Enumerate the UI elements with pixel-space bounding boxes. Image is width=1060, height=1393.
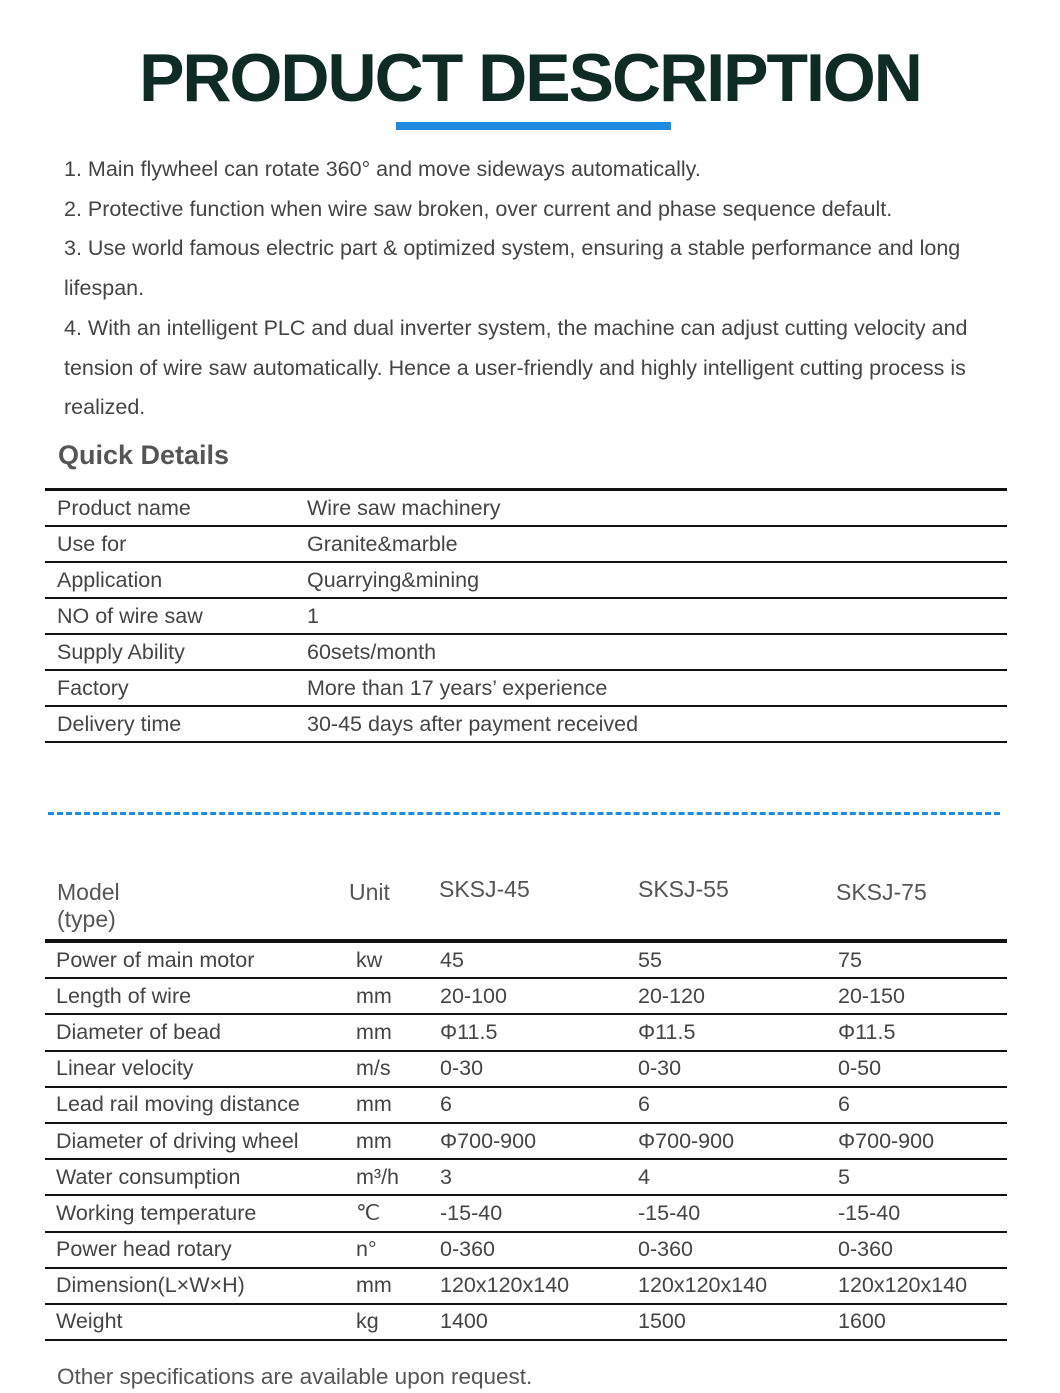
detail-value: More than 17 years’ experience: [295, 670, 1007, 706]
description-item-4: 4. With an intelligent PLC and dual inverter system, the machine can adjust cutting velocity and tension of wire saw automatically. Hence a user-friendly and highly intelligent cutting process is realized.: [64, 315, 968, 420]
table-row: [45, 1304, 1007, 1340]
detail-value: 30-45 days after payment received: [295, 706, 1007, 742]
spec-parameter: Weight: [45, 1304, 350, 1340]
header-model-line2: (type): [57, 906, 116, 932]
spec-table-header: [45, 873, 1007, 943]
spec-parameter: Water consumption: [45, 1159, 350, 1195]
spec-table: [45, 943, 1007, 1341]
table-row: [45, 978, 1007, 1014]
description-item-3: 3. Use world famous electric part & optimized system, ensuring a stable performance and long lifespan.: [64, 236, 961, 301]
spec-unit: kg: [350, 1304, 440, 1340]
spec-value-sksj75: 5: [838, 1159, 1007, 1195]
spec-parameter: Dimension(L×W×H): [45, 1268, 350, 1304]
detail-key: Supply Ability: [45, 634, 295, 670]
table-row: [45, 1123, 1007, 1159]
spec-value-sksj45: -15-40: [440, 1195, 638, 1231]
spec-parameter: Power of main motor: [45, 943, 350, 978]
spec-value-sksj75: 120x120x140: [838, 1268, 1007, 1304]
spec-value-sksj55: -15-40: [638, 1195, 838, 1231]
title-underline: [396, 122, 671, 130]
table-row: [45, 1051, 1007, 1087]
detail-value: 60sets/month: [295, 634, 1007, 670]
spec-unit: m/s: [350, 1051, 440, 1087]
header-model-line1: Model: [57, 879, 120, 905]
dashed-divider: [48, 812, 1000, 815]
spec-parameter: Power head rotary: [45, 1232, 350, 1268]
spec-unit: m³/h: [350, 1159, 440, 1195]
header-model-3: SKSJ-75: [836, 879, 927, 905]
spec-unit: mm: [350, 978, 440, 1014]
table-row: [45, 943, 1007, 978]
spec-value-sksj45: 6: [440, 1087, 638, 1123]
spec-value-sksj75: 75: [838, 943, 1007, 978]
spec-value-sksj55: 55: [638, 943, 838, 978]
page-title: PRODUCT DESCRIPTION: [139, 40, 921, 116]
description-item-1: 1. Main flywheel can rotate 360° and move sideways automatically.: [64, 157, 701, 181]
detail-key: Use for: [45, 526, 295, 562]
spec-value-sksj45: 120x120x140: [440, 1268, 638, 1304]
description-item-2: 2. Protective function when wire saw broken, over current and phase sequence default.: [64, 196, 893, 221]
spec-unit: mm: [350, 1087, 440, 1123]
table-row: [45, 1014, 1007, 1050]
header-unit: Unit: [349, 879, 390, 905]
footer-note: Other specifications are available upon request.: [57, 1364, 533, 1389]
table-row: [45, 562, 1007, 598]
table-row: [45, 1268, 1007, 1304]
spec-value-sksj45: 0-30: [440, 1051, 638, 1087]
quick-details-table: [45, 488, 1007, 743]
spec-unit: mm: [350, 1123, 440, 1159]
table-row: [45, 1087, 1007, 1123]
spec-value-sksj45: 20-100: [440, 978, 638, 1014]
spec-value-sksj55: 4: [638, 1159, 838, 1195]
spec-value-sksj75: 20-150: [838, 978, 1007, 1014]
table-row: [45, 670, 1007, 706]
spec-unit: ℃: [350, 1195, 440, 1231]
spec-value-sksj45: 3: [440, 1159, 638, 1195]
spec-value-sksj55: 0-30: [638, 1051, 838, 1087]
quick-details-heading: Quick Details: [58, 440, 230, 470]
spec-value-sksj75: Φ11.5: [838, 1014, 1007, 1050]
spec-value-sksj75: 1600: [838, 1304, 1007, 1340]
detail-value: Granite&marble: [295, 526, 1007, 562]
spec-parameter: Lead rail moving distance: [45, 1087, 350, 1123]
spec-value-sksj75: 0-50: [838, 1051, 1007, 1087]
spec-value-sksj55: 1500: [638, 1304, 838, 1340]
header-model-1: SKSJ-45: [439, 876, 530, 902]
detail-key: Delivery time: [45, 706, 295, 742]
spec-value-sksj45: Φ11.5: [440, 1014, 638, 1050]
spec-parameter: Diameter of driving wheel: [45, 1123, 350, 1159]
table-row: [45, 526, 1007, 562]
spec-value-sksj55: 20-120: [638, 978, 838, 1014]
spec-unit: mm: [350, 1014, 440, 1050]
table-row: [45, 1232, 1007, 1268]
spec-value-sksj75: Φ700-900: [838, 1123, 1007, 1159]
spec-value-sksj75: -15-40: [838, 1195, 1007, 1231]
table-row: [45, 490, 1007, 527]
spec-value-sksj45: 1400: [440, 1304, 638, 1340]
spec-parameter: Working temperature: [45, 1195, 350, 1231]
spec-parameter: Length of wire: [45, 978, 350, 1014]
detail-value: Quarrying&mining: [295, 562, 1007, 598]
table-row: [45, 1159, 1007, 1195]
spec-value-sksj55: Φ11.5: [638, 1014, 838, 1050]
spec-value-sksj45: 0-360: [440, 1232, 638, 1268]
table-row: [45, 598, 1007, 634]
detail-key: Factory: [45, 670, 295, 706]
description: [64, 150, 1004, 428]
header-model-2: SKSJ-55: [638, 876, 729, 902]
table-row: [45, 634, 1007, 670]
spec-value-sksj55: Φ700-900: [638, 1123, 838, 1159]
spec-value-sksj75: 0-360: [838, 1232, 1007, 1268]
spec-unit: kw: [350, 943, 440, 978]
detail-key: Application: [45, 562, 295, 598]
detail-key: Product name: [45, 490, 295, 527]
spec-value-sksj55: 0-360: [638, 1232, 838, 1268]
spec-value-sksj75: 6: [838, 1087, 1007, 1123]
spec-parameter: Diameter of bead: [45, 1014, 350, 1050]
spec-value-sksj55: 120x120x140: [638, 1268, 838, 1304]
table-row: [45, 1195, 1007, 1231]
detail-value: 1: [295, 598, 1007, 634]
spec-unit: mm: [350, 1268, 440, 1304]
header-model: [57, 879, 120, 933]
spec-value-sksj45: Φ700-900: [440, 1123, 638, 1159]
detail-value: Wire saw machinery: [295, 490, 1007, 527]
spec-parameter: Linear velocity: [45, 1051, 350, 1087]
spec-unit: n°: [350, 1232, 440, 1268]
table-row: [45, 706, 1007, 742]
spec-value-sksj55: 6: [638, 1087, 838, 1123]
detail-key: NO of wire saw: [45, 598, 295, 634]
spec-value-sksj45: 45: [440, 943, 638, 978]
